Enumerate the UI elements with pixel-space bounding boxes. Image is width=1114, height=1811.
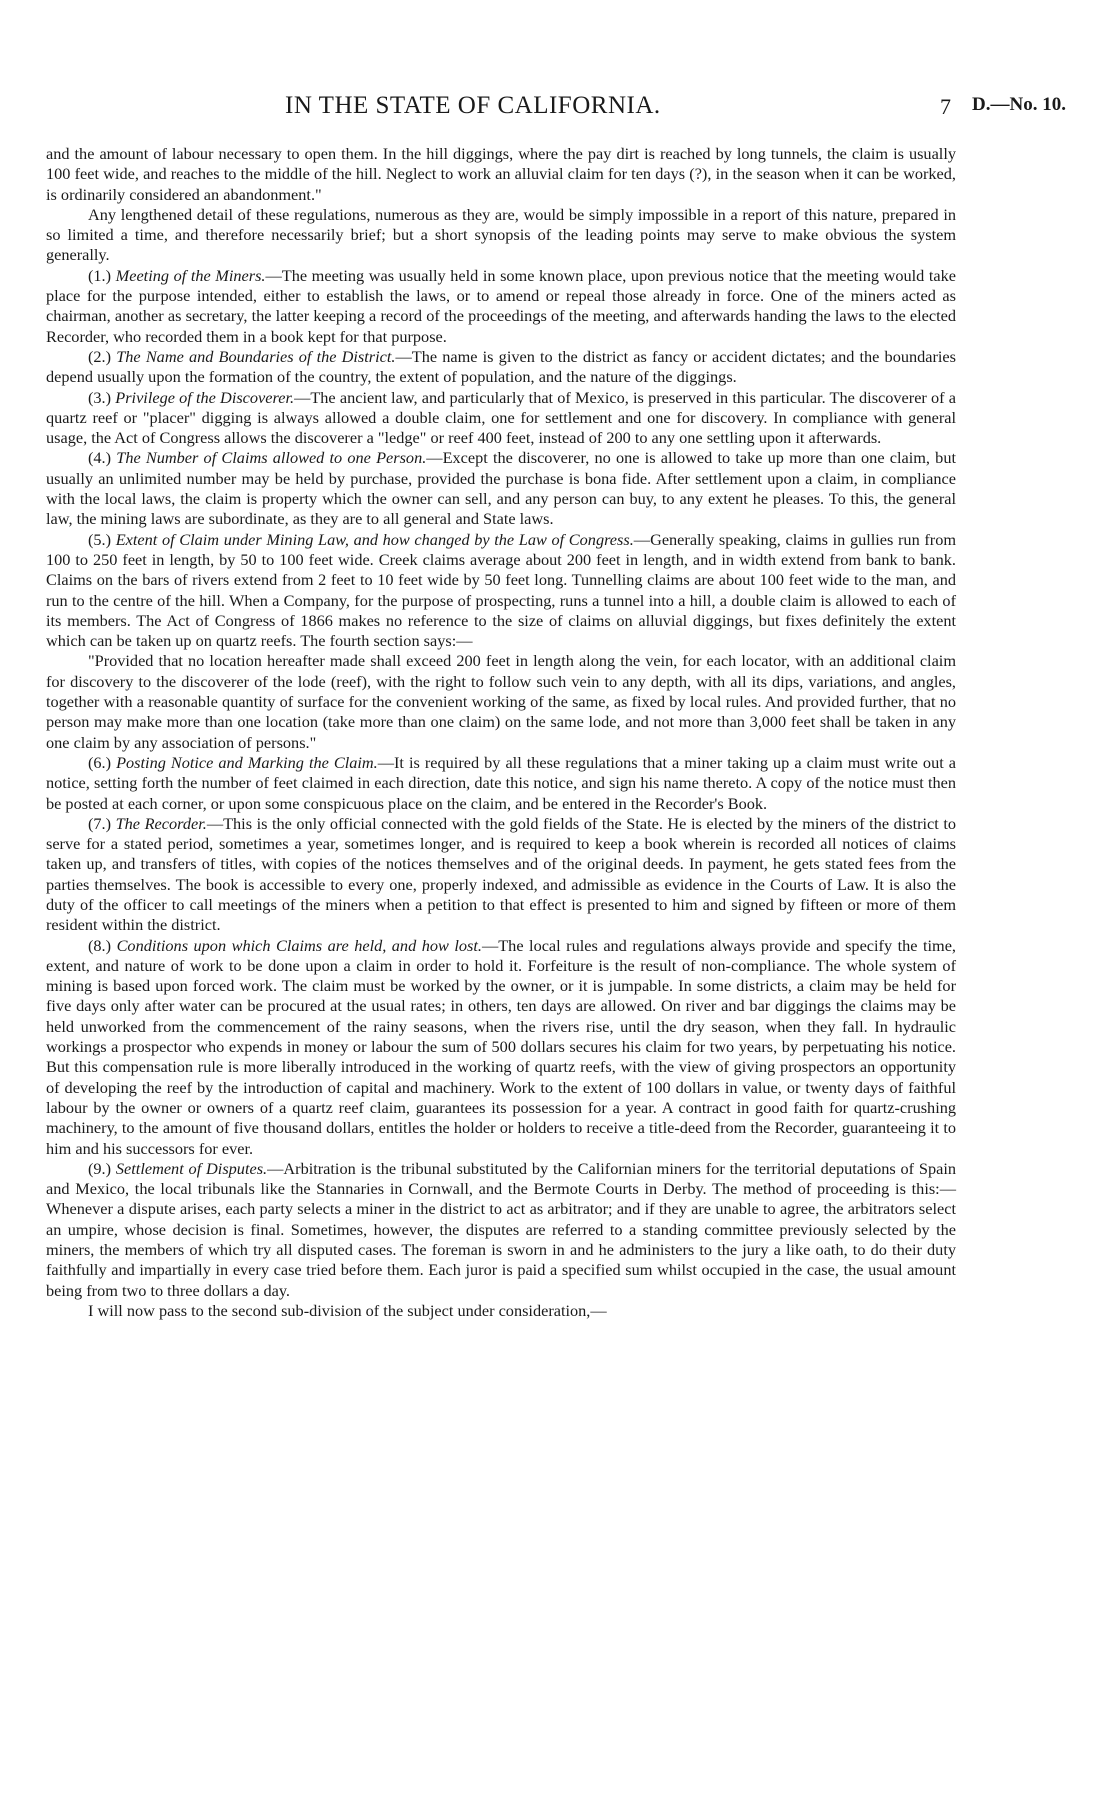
paragraph-text: —The ancient law, and particularly that of Mexico, is preserved in this particular. The discoverer of a quartz reef or "placer" digging is always allowed a double claim, one for settlement and one for discovery. In compliance with general usage, the Act of Congress allows the discoverer a "ledge" or reef 400 feet, instead of 200 to any one settling upon it afterwards. <box>46 387 957 448</box>
section-heading: Extent of Claim under Mining Law, and how changed by the Law of Congress. <box>115 529 634 549</box>
section-number-of-claims <box>46 448 956 529</box>
section-number: (6.) <box>88 752 112 772</box>
section-number: (1.) <box>88 265 112 285</box>
section-heading: The Name and Boundaries of the District. <box>116 346 396 366</box>
closing-line <box>46 1301 956 1321</box>
paragraph-text: Any lengthened detail of these regulations, numerous as they are, would be simply impossible in a report of this nature, prepared in so limited a time, and therefore necessarily brief; but a short synopsis of the leading points may serve to make obvious the system generally. <box>46 204 956 265</box>
section-number: (7.) <box>88 813 112 833</box>
section-heading: Meeting of the Miners. <box>115 265 266 285</box>
section-recorder <box>46 814 956 936</box>
page-header <box>0 92 1114 126</box>
section-posting-notice <box>46 753 956 814</box>
paragraph-text: —It is required by all these regulations that a miner taking up a claim must write out a notice, setting forth the number of feet claimed in each direction, date this notice, and sign his name thereto. A copy of the notice must then be posted at each corner, or upon some conspicuous place on the claim, and be entered in the Recorder's Book. <box>46 752 956 813</box>
section-number: (2.) <box>88 346 112 366</box>
section-heading: Posting Notice and Marking the Claim. <box>116 752 378 772</box>
paragraph-text: —The local rules and regulations always provide and specify the time, extent, and nature of work to be done upon a claim in order to hold it. Forfeiture is the result of non-compliance. The whole system of mining is based upon forced work. The claim must be worked by the owner, or it is jumpable. In some districts, a claim may be held for five days only after water can be procured at the usual rates; in others, ten days are allowed. On river and bar diggings the claims may be held unworked from the commencement of the rainy seasons, when the rivers rise, until the dry season, when they fall. In hydraulic workings a prospector who expends in money or labour the sum of 500 dollars secures his claim for two years, by perpetuating his notice. But this compensation rule is more liberally introduced in the working of quartz reefs, with the view of giving prospectors an opportunity of developing the reef by the introduction of capital and machinery. Work to the extent of 100 dollars in value, or twenty days of faithful labour by the owner or owners of a quartz reef claim, guarantees its possession for a year. A contract in good faith for quartz-crushing machinery, to the amount of five thousand dollars, entitles the holder or holders to receive a title-deed from the Recorder, guaranteeing it to him and his successors for ever. <box>46 935 956 1158</box>
section-number: (4.) <box>88 448 112 468</box>
section-number: (9.) <box>88 1158 112 1178</box>
section-meeting-of-miners <box>46 266 956 347</box>
paragraph-text: —The name is given to the district as fancy or accident dictates; and the boundaries depend usually upon the formation of the country, the extent of population, and the nature of the diggings. <box>46 346 956 387</box>
paragraph-text: —Arbitration is the tribunal substituted by the Californian miners for the territorial deputations of Spain and Mexico, the local tribunals like the Stannaries in Cornwall, and the Bermote Courts in Derby. The method of proceeding is this:—Whenever a dispute arises, each party selects a miner in the district to act as arbitrator; and if they are unable to agree, the arbitrators select an umpire, whose decision is final. Sometimes, however, the disputes are referred to a standing committee previously selected by the miners, the members of which try all disputed cases. The foreman is sworn in and he administers to the jury a like oath, to do their duty faithfully and impartially in every case tried before them. Each juror is paid a specified sum whilst occupied in the case, the usual amount being from two to three dollars a day. <box>46 1158 957 1300</box>
body-text <box>46 144 956 1321</box>
paragraph-intro <box>46 205 956 266</box>
paragraph-continuation <box>46 144 956 205</box>
section-heading: Conditions upon which Claims are held, and how lost. <box>116 935 482 955</box>
running-title: IN THE STATE OF CALIFORNIA. <box>285 92 661 119</box>
section-conditions-of-claims <box>46 936 956 1159</box>
section-heading: The Recorder. <box>115 813 207 833</box>
section-heading: Settlement of Disputes. <box>115 1158 268 1178</box>
document-reference: D.—No. 10. <box>972 94 1066 115</box>
section-number: (5.) <box>88 529 112 549</box>
paragraph-text: and the amount of labour necessary to open them. In the hill diggings, where the pay dirt is reached by long tunnels, the claim is usually 100 feet wide, and reaches to the middle of the hill. Neglect to work an alluvial claim for ten days (?), in the season when it can be worked, is ordinarily considered an abandonment." <box>46 144 956 204</box>
paragraph-text: I will now pass to the second sub-division of the subject under consideration,— <box>88 1300 607 1320</box>
section-heading: Privilege of the Discoverer. <box>115 387 295 407</box>
section-heading: The Number of Claims allowed to one Person. <box>116 448 427 468</box>
paragraph-text: —This is the only official connected with the gold fields of the State. He is elected by the miners of the district to serve for a stated period, sometimes a year, sometimes longer, and is required to keep a book wherein is recorded all notices of claims taken up, and transfers of titles, with copies of the notices themselves and of the original deeds. In payment, he gets stated fees from the parties themselves. The book is accessible to every one, properly indexed, and admissible as evidence in the Courts of Law. It is also the duty of the officer to call meetings of the miners when a petition to that effect is presented to him and signed by fifteen or more of them resident within the district. <box>46 813 956 935</box>
paragraph-text: —Generally speaking, claims in gullies run from 100 to 250 feet in length, by 50 to 100 feet wide. Creek claims average about 200 feet in length, and in width extend from bank to bank. Claims on the bars of rivers extend from 2 feet to 10 feet wide by 50 feet long. Tunnelling claims are about 100 feet wide to the man, and run to the centre of the hill. When a Company, for the purpose of prospecting, runs a tunnel into a hill, a double claim is allowed to each of its members. The Act of Congress of 1866 makes no reference to the size of claims on alluvial diggings, but fixes definitely the extent which can be taken up on quartz reefs. The fourth section says:— <box>46 529 957 651</box>
paragraph-text: "Provided that no location hereafter made shall exceed 200 feet in length along the vein, for each locator, with an additional claim for discovery to the discoverer of the lode (reef), with the right to follow such vein to any depth, with all its dips, variations, and angles, together with a reasonable quantity of surface for the convenient working of the same, as fixed by local rules. And provided further, that no person may make more than one location (take more than one claim) on the same lode, and not more than 3,000 feet shall be taken in any one claim by any association of persons." <box>46 651 956 752</box>
page-number: 7 <box>940 94 951 119</box>
paragraph-text: —The meeting was usually held in some known place, upon previous notice that the meeting would take place for the purpose intended, either to establish the laws, or to amend or repeal those already in force. One of the miners acted as chairman, another as secretary, the latter keeping a record of the proceedings of the meeting, and afterwards handing the laws to the elected Recorder, who recorded them in a book kept for that purpose. <box>46 265 956 346</box>
quoted-provision <box>46 651 956 752</box>
paragraph-text: —Except the discoverer, no one is allowed to take up more than one claim, but usually an unlimited number may be held by purchase, provided the purchase is bona fide. After settlement upon a claim, in compliance with the local laws, the claim is property which the owner can sell, and any person can buy, to any extent he pleases. To this, the general law, the mining laws are subordinate, as they are to all general and State laws. <box>46 448 956 529</box>
section-settlement-of-disputes <box>46 1159 956 1301</box>
section-privilege-of-discoverer <box>46 388 956 449</box>
section-number: (3.) <box>88 387 112 407</box>
section-number: (8.) <box>88 935 112 955</box>
section-extent-of-claim <box>46 530 956 652</box>
section-name-and-boundaries <box>46 347 956 388</box>
